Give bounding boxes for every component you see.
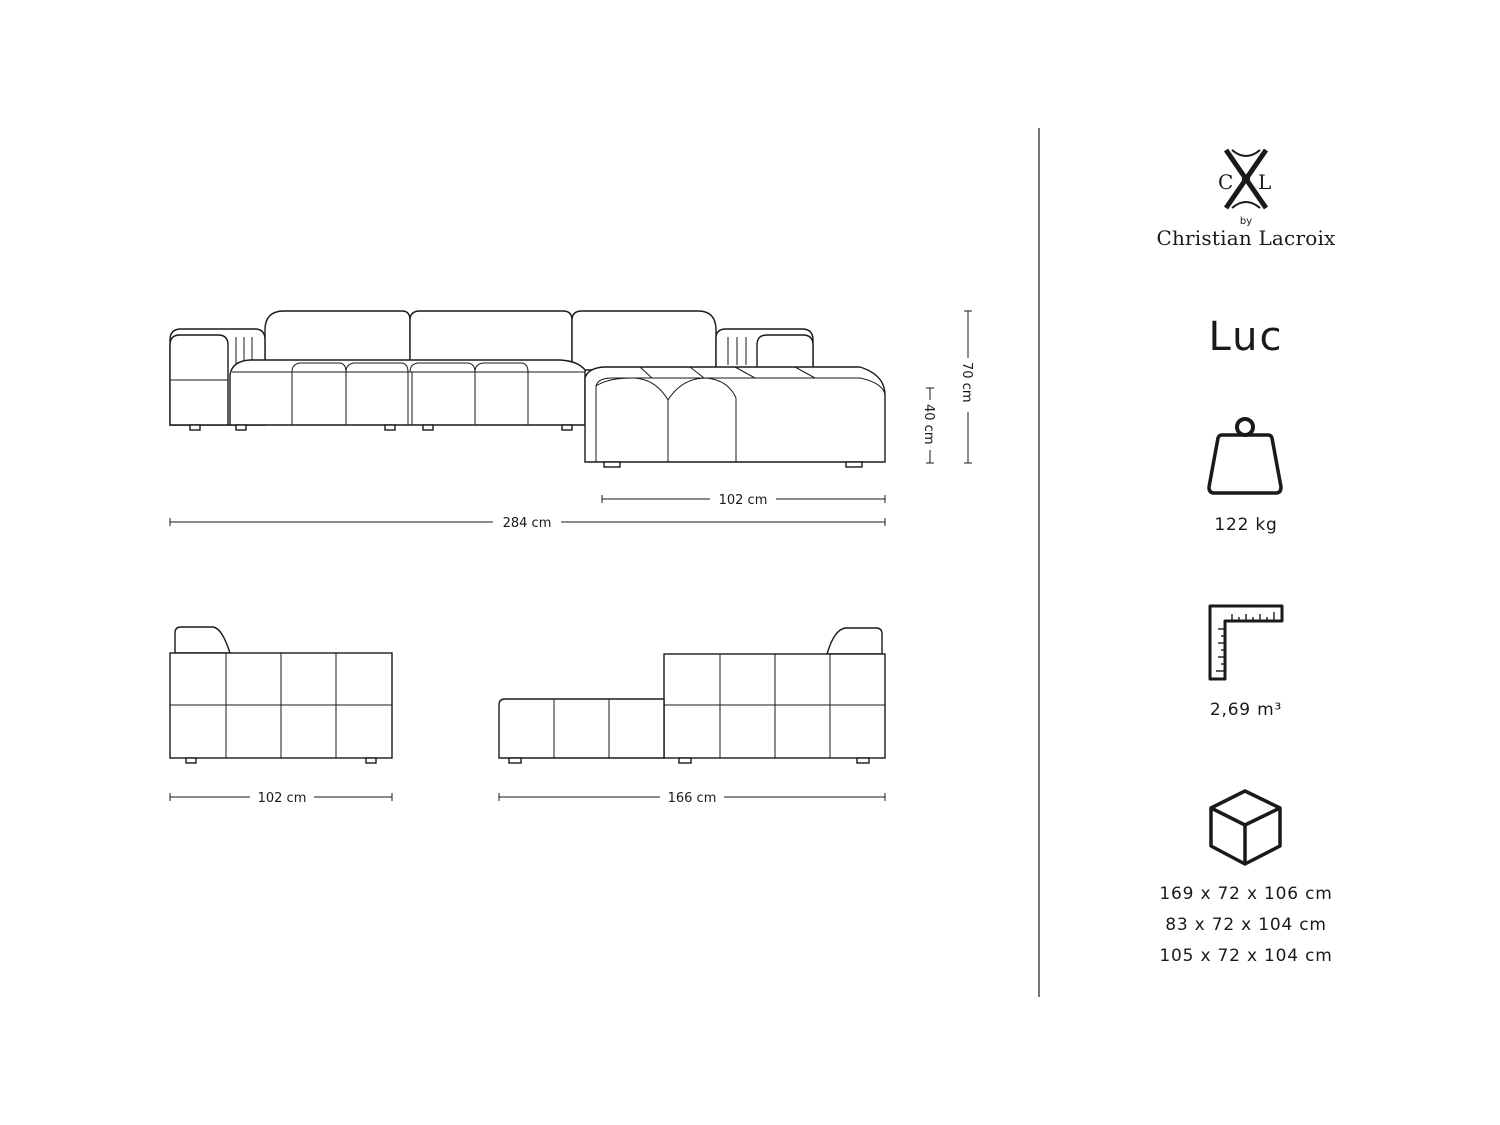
sofa-side-view-right bbox=[499, 628, 885, 763]
package-dimension-3: 105 x 72 x 104 cm bbox=[1159, 946, 1333, 966]
dimension-chaise-width bbox=[602, 493, 885, 508]
box-icon bbox=[1211, 791, 1280, 864]
dimension-seat-height bbox=[921, 388, 936, 463]
seat-height-label: 40 cm bbox=[921, 404, 936, 445]
dimension-side-length bbox=[499, 791, 885, 806]
brand-monogram-logo bbox=[1218, 150, 1271, 208]
svg-text:C: C bbox=[1218, 170, 1234, 194]
weight-icon bbox=[1209, 419, 1281, 493]
volume-value: 2,69 m³ bbox=[1209, 700, 1283, 720]
dimension-height-total bbox=[959, 311, 974, 463]
side-length-label: 166 cm bbox=[667, 791, 717, 806]
dimension-side-depth bbox=[170, 791, 392, 806]
ruler-corner-icon bbox=[1210, 606, 1282, 679]
brand-by: by bbox=[1239, 216, 1253, 227]
sofa-side-view-left bbox=[170, 627, 392, 763]
svg-text:L: L bbox=[1258, 170, 1272, 194]
brand-name: Christian Lacroix bbox=[1156, 226, 1336, 250]
dimension-total-width bbox=[170, 516, 885, 531]
package-dimension-2: 83 x 72 x 104 cm bbox=[1165, 915, 1327, 935]
chaise-width-label: 102 cm bbox=[718, 493, 768, 508]
side-depth-label: 102 cm bbox=[257, 791, 307, 806]
product-name: Luc bbox=[1208, 314, 1284, 360]
total-width-label: 284 cm bbox=[502, 516, 552, 531]
weight-value: 122 kg bbox=[1214, 515, 1278, 535]
package-dimension-1: 169 x 72 x 106 cm bbox=[1159, 884, 1333, 904]
height-total-label: 70 cm bbox=[959, 362, 974, 403]
sofa-front-view bbox=[170, 311, 885, 467]
